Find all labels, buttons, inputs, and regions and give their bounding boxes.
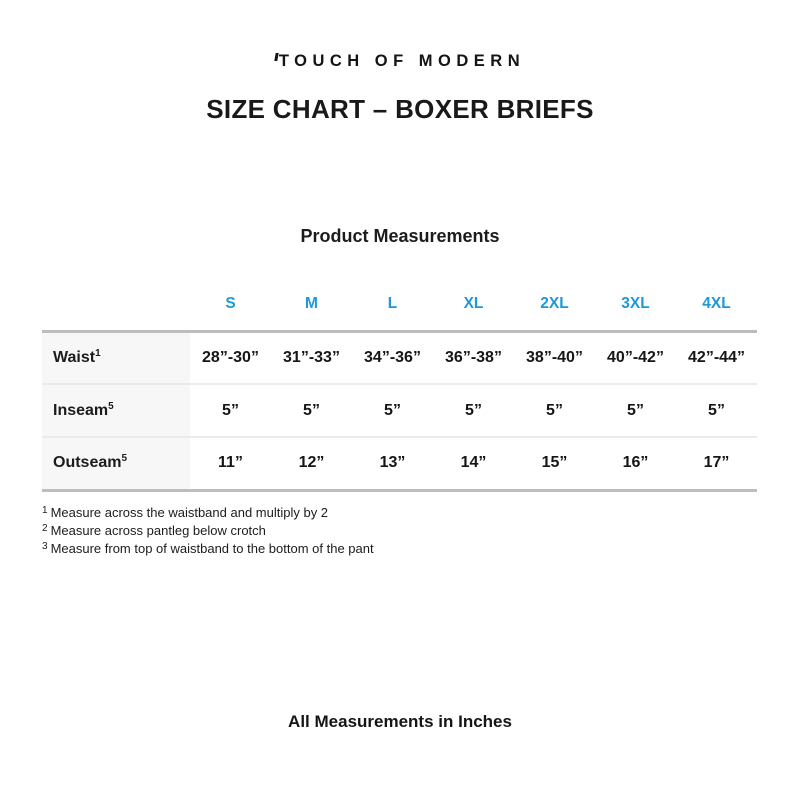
size-header-row — [42, 283, 757, 331]
footnote-text: Measure across the waistband and multiply by 2 — [50, 505, 329, 520]
measurement-cell: 5” — [303, 401, 320, 419]
row-label-text: Outseam — [53, 454, 122, 472]
size-column-header-2xl: 2XL — [540, 295, 569, 313]
measurement-cell: 12” — [298, 454, 325, 472]
measurement-cell: 38”-40” — [526, 348, 583, 366]
measurement-units-note: All Measurements in Inches — [288, 712, 512, 731]
footnote-ref: 1 — [95, 347, 101, 359]
measurement-cell: 31”-33” — [283, 348, 340, 366]
footnote-line-1 — [42, 504, 374, 522]
size-column-header-m: M — [305, 295, 318, 313]
measurement-cell: 15” — [541, 454, 568, 472]
row-label-outseam — [42, 437, 190, 490]
table-row-inseam — [42, 384, 757, 437]
measurement-cell: 5” — [546, 401, 563, 419]
size-column-header-s: S — [225, 295, 236, 313]
footnote-ref: 5 — [121, 453, 128, 465]
footnote-line-3 — [42, 540, 374, 558]
section-title: Product Measurements — [300, 226, 500, 246]
footnote-ref: 5 — [108, 400, 114, 412]
measurement-cell: 5” — [384, 401, 401, 419]
measurement-cell: 5” — [627, 401, 644, 419]
brand-logo-text: TOUCH OF MODERN — [278, 52, 526, 70]
row-label-text: Waist — [53, 348, 96, 366]
measurement-cell: 5” — [465, 401, 482, 419]
page-title: SIZE CHART – BOXER BRIEFS — [206, 94, 594, 124]
footnote-line-2 — [42, 522, 374, 540]
footnote-marker: 1 — [42, 505, 48, 516]
footnote-marker: 3 — [42, 541, 48, 552]
footnote-marker: 2 — [42, 523, 48, 534]
size-column-header-l: L — [387, 295, 398, 313]
size-column-header-4xl: 4XL — [702, 295, 731, 313]
table-row-outseam — [42, 437, 757, 490]
measurement-cell: 40”-42” — [607, 348, 664, 366]
size-column-header-3xl: 3XL — [621, 295, 650, 313]
row-label-text: Inseam — [53, 401, 109, 419]
measurement-cell: 5” — [708, 401, 725, 419]
measurement-cell: 5” — [222, 401, 239, 419]
measurement-cell: 36”-38” — [445, 348, 502, 366]
corner-cell — [42, 283, 190, 331]
footnote-text: Measure across pantleg below crotch — [50, 523, 266, 538]
measurement-cell: 16” — [622, 454, 649, 472]
size-column-header-xl: XL — [463, 295, 484, 313]
footnotes — [42, 504, 374, 558]
measurement-cell: 28”-30” — [202, 348, 259, 366]
measurement-cell: 11” — [218, 454, 243, 472]
measurement-cell: 34”-36” — [364, 348, 421, 366]
measurement-cell: 14” — [460, 454, 487, 472]
row-label-waist — [42, 331, 190, 384]
measurement-cell: 42”-44” — [688, 348, 745, 366]
brand-logo — [0, 52, 800, 71]
measurement-cell: 17” — [703, 454, 730, 472]
row-label-inseam — [42, 384, 190, 437]
footnote-text: Measure from top of waistband to the bottom of the pant — [50, 541, 374, 556]
measurement-cell: 13” — [379, 454, 406, 472]
size-table — [42, 283, 757, 492]
table-row-waist — [42, 331, 757, 384]
